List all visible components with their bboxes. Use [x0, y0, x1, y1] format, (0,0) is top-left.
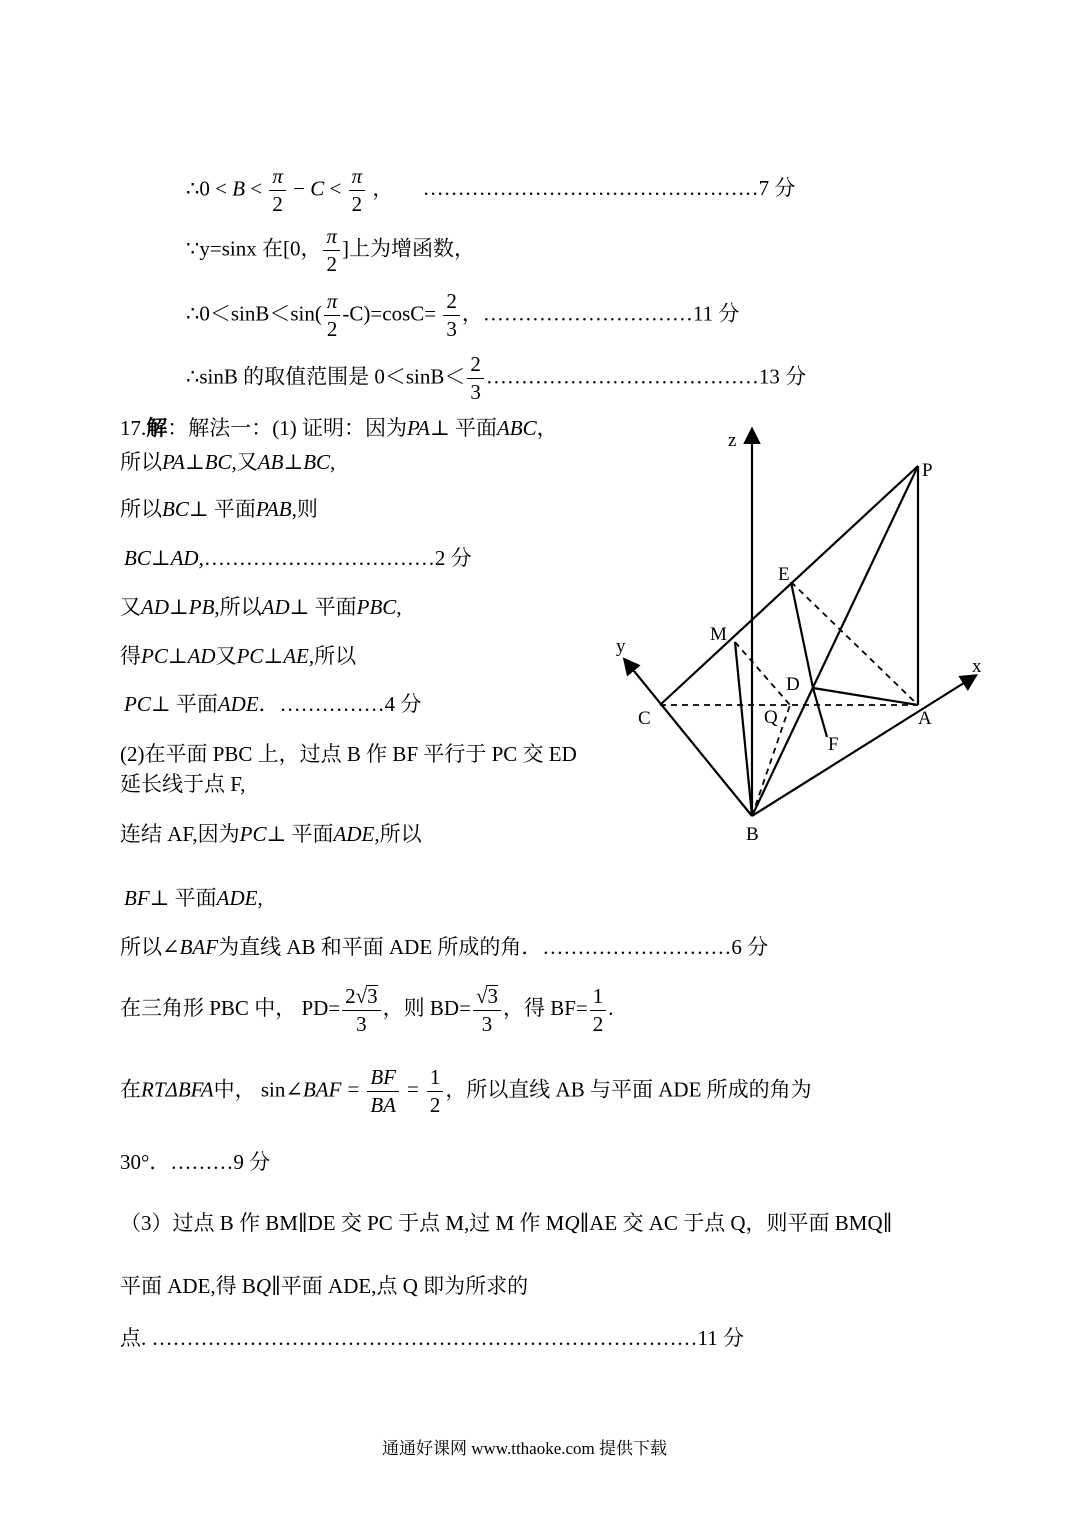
label-q: Q — [764, 707, 778, 728]
var-b: B — [232, 176, 246, 201]
text: ， — [536, 416, 558, 440]
text: ⊥ — [184, 450, 205, 474]
solution-line — [120, 452, 335, 473]
text: ,所以 — [308, 644, 357, 668]
math: AD — [141, 595, 169, 619]
solution-line — [120, 1152, 270, 1173]
text: 中， sin — [213, 1077, 286, 1102]
solution-line — [120, 937, 768, 958]
label-d: D — [786, 674, 800, 695]
text: （3）过点 B 作 BM∥DE 交 PC 于点 M,过 M 作 M — [120, 1211, 565, 1235]
fraction: $\frac{2√3}{3}$ — [342, 985, 381, 1035]
denominator: 3 — [356, 1012, 367, 1036]
text: − — [293, 176, 306, 201]
text: 在 — [120, 1077, 141, 1102]
math: BC — [124, 546, 151, 570]
problem-number: 17. — [120, 416, 147, 440]
x-axis — [752, 676, 975, 816]
text: . — [608, 995, 614, 1020]
math: PC — [124, 692, 151, 716]
denominator: BA — [370, 1093, 396, 1117]
math: PA — [162, 450, 185, 474]
fraction — [349, 166, 366, 215]
var-c: C — [310, 176, 325, 201]
text: ，则 BD= — [382, 995, 471, 1020]
y-axis — [625, 660, 752, 816]
denominator: 2 — [429, 1093, 441, 1117]
text: ∴sinB 的取值范围是 0＜sinB＜ — [186, 364, 466, 389]
numerator: π — [349, 166, 366, 191]
label-b: B — [746, 824, 759, 845]
text: ⊥ 平面 — [429, 416, 497, 440]
label-c: C — [638, 708, 651, 729]
denominator: 3 — [446, 317, 457, 341]
math: Q — [564, 1211, 580, 1235]
fraction — [367, 1067, 399, 1116]
math: AD — [170, 546, 199, 570]
label-p: P — [922, 460, 933, 481]
math: BC — [162, 497, 189, 521]
footer-text: 通通好课网 www.tthaoke.com 提供下载 — [382, 1439, 668, 1458]
edge-pb — [752, 466, 918, 816]
math: AD — [187, 644, 216, 668]
edge-ed — [791, 582, 813, 688]
math: ADE — [333, 822, 375, 846]
numerator: 2 — [345, 984, 356, 1008]
label-x: x — [972, 656, 982, 677]
math: Q — [255, 1274, 272, 1298]
text: ∥平面 ADE,点 Q 即为所求的 — [271, 1274, 529, 1298]
numerator: π — [323, 226, 340, 251]
score-leader: ，…………………………11 分 — [461, 301, 740, 326]
math: BC — [204, 450, 232, 474]
math: PC — [236, 644, 264, 668]
math: ∠BAF — [285, 1077, 342, 1102]
text: < — [250, 176, 263, 201]
solution-line — [120, 1213, 892, 1234]
solution-line — [120, 1328, 744, 1349]
label-e: E — [778, 564, 790, 585]
numerator: BF — [367, 1067, 399, 1092]
text: 所以 — [120, 450, 162, 474]
math: PAB — [255, 497, 292, 521]
text: 连结 AF,因为 — [120, 822, 240, 846]
score-leader: ．……………4 分 — [258, 692, 422, 716]
edge-bm — [735, 642, 752, 816]
edge-mq-dashed — [735, 642, 790, 705]
solution-line-sine — [120, 1067, 812, 1116]
solution-line — [124, 548, 472, 569]
denominator: 2 — [592, 1011, 604, 1036]
text: ,所以 — [214, 595, 262, 619]
numerator: π — [269, 166, 286, 191]
text: ∥AE 交 AC 于点 Q，则平面 BMQ∥ — [579, 1211, 893, 1235]
solution-line-2 — [186, 226, 475, 275]
numerator: 1 — [590, 986, 607, 1011]
denominator: 2 — [326, 317, 338, 341]
denominator: 3 — [481, 1012, 493, 1036]
solution-line — [120, 774, 246, 795]
denominator: 2 — [351, 192, 363, 216]
page-footer — [382, 1440, 667, 1457]
label-a: A — [918, 708, 932, 729]
math: PB — [188, 595, 215, 619]
text: -C)=cosC= — [342, 301, 437, 326]
score-leader: ,……………………………2 分 — [198, 546, 472, 570]
fraction — [443, 291, 460, 340]
text: 平面 ADE,得 B — [120, 1274, 256, 1298]
solution-line — [120, 597, 402, 618]
text: , — [257, 886, 263, 910]
text: ⊥ 平面 — [289, 595, 357, 619]
edge-df — [813, 688, 827, 737]
text: 所以 — [120, 497, 162, 521]
math: BC — [303, 450, 331, 474]
label-m: M — [710, 624, 727, 645]
text: ⊥ — [263, 644, 284, 668]
text: = — [347, 1077, 360, 1102]
radicand: 3 — [487, 984, 498, 1008]
text: (2)在平面 PBC 上，过点 B 作 BF 平行于 PC 交 ED — [120, 742, 577, 766]
solution-line — [120, 744, 577, 765]
edge-da — [813, 688, 918, 705]
text: ]上为增函数， — [342, 236, 475, 261]
fraction — [323, 226, 340, 275]
math: PA — [407, 416, 430, 440]
edge-cp — [660, 466, 918, 705]
edge-bq-dashed — [752, 705, 790, 816]
text: ⊥ — [283, 450, 304, 474]
text: ⊥ — [150, 546, 171, 570]
solution-line — [120, 646, 356, 667]
fraction — [427, 1067, 444, 1116]
text: 又 — [120, 595, 141, 619]
text: ⊥ 平面 — [266, 822, 334, 846]
score-leader: 30°．………9 分 — [120, 1150, 271, 1174]
math: AE — [283, 644, 309, 668]
denominator: 2 — [272, 192, 283, 216]
text: ∴0 < — [186, 176, 227, 201]
denominator: 3 — [470, 380, 481, 404]
fraction — [467, 354, 484, 403]
solution-line — [120, 1276, 528, 1297]
solution-line — [124, 694, 421, 715]
text: ∴0＜sinB＜sin( — [186, 301, 322, 326]
text: ， — [372, 176, 394, 201]
text: , — [330, 450, 336, 474]
score-leader: 为直线 AB 和平面 ADE 所成的角．………………………6 分 — [218, 935, 769, 959]
fraction — [269, 166, 286, 215]
numerator: 2 — [467, 354, 484, 379]
solution-line-fractions — [120, 985, 614, 1035]
label-y: y — [616, 636, 626, 657]
score-leader: 点. ……………………………………………………………………11 分 — [120, 1326, 744, 1350]
fraction — [590, 983, 607, 1036]
text: ，所以直线 AB 与平面 ADE 所成的角为 — [445, 1077, 812, 1102]
text: < — [329, 176, 342, 201]
label-z: z — [728, 430, 737, 451]
numerator: π — [324, 291, 341, 316]
text: 所以 — [120, 935, 162, 959]
radicand: 3 — [367, 984, 378, 1008]
solution-line — [120, 499, 318, 520]
math: AD — [261, 595, 290, 619]
label-f: F — [828, 734, 839, 755]
math: BF — [124, 886, 150, 910]
fraction — [324, 291, 341, 340]
solution-line — [124, 888, 263, 909]
score-leader: …………………………………13 分 — [485, 364, 807, 389]
math: AB — [257, 450, 284, 474]
math: PC — [141, 644, 168, 668]
edge-ea-dashed — [791, 582, 918, 705]
numerator: 2 — [443, 291, 460, 316]
text: ,则 — [291, 497, 318, 521]
text: ，得 BF= — [502, 995, 588, 1020]
solution-label: 解 — [146, 416, 168, 440]
fraction: $\frac{√3}{3}$ — [473, 985, 501, 1035]
text: = — [406, 1077, 419, 1102]
score-leader: …………………………………………7 分 — [422, 176, 796, 201]
math: PBC — [356, 595, 397, 619]
math: RTΔBFA — [141, 1077, 214, 1102]
math: ADE — [216, 886, 258, 910]
text: ,又 — [231, 450, 258, 474]
solution-line — [120, 824, 422, 845]
text: ⊥ 平面 — [188, 497, 256, 521]
text: ∵y=sinx 在[0， — [186, 236, 322, 261]
math: PC — [239, 822, 267, 846]
math: ∠BAF — [162, 935, 219, 959]
solution-line-1 — [186, 166, 795, 215]
text: , — [396, 595, 402, 619]
solution-line-3 — [186, 291, 739, 340]
problem-17-heading — [120, 418, 558, 439]
numerator: 1 — [427, 1067, 444, 1092]
text: ⊥ 平面 — [149, 886, 217, 910]
math: ABC — [496, 416, 537, 440]
solution-line-4 — [186, 354, 806, 403]
text: 延长线于点 F, — [120, 772, 246, 796]
text: ⊥ — [169, 595, 189, 619]
text: ：解法一：(1) 证明：因为 — [167, 416, 407, 440]
text: 在三角形 PBC 中， PD= — [120, 995, 341, 1020]
text: ,所以 — [374, 822, 422, 846]
denominator: 2 — [326, 252, 337, 276]
text: ⊥ — [167, 644, 188, 668]
text: 又 — [215, 644, 237, 668]
text: ⊥ 平面 — [150, 692, 218, 716]
math: ADE — [217, 692, 259, 716]
text: 得 — [120, 644, 141, 668]
